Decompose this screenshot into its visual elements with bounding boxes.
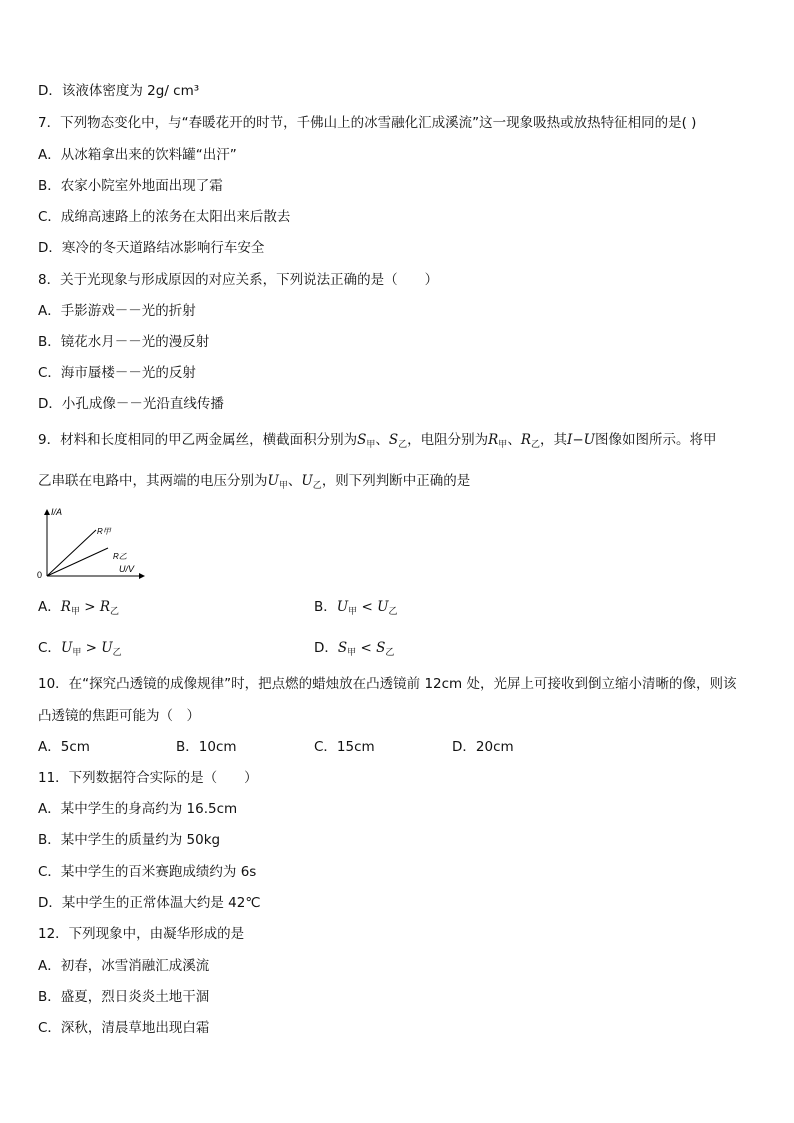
symbol-r-jia: $R_甲$ <box>488 432 508 450</box>
q7-option-b: B．农家小院室外地面出现了霜 <box>38 178 223 194</box>
symbol-s-yi: $S_乙$ <box>388 432 408 450</box>
line-r-yi <box>47 548 108 576</box>
symbol-u-jia: $U_甲$ <box>267 473 288 491</box>
q9-option-c: C．$U_甲 > U_乙$ <box>38 640 122 658</box>
symbol-u-yi: $U_乙$ <box>301 473 322 491</box>
q12-option-b: B．盛夏，烈日炎炎土地干涸 <box>38 989 210 1005</box>
symbol-i-u: I−U <box>567 432 596 448</box>
q9-option-d: D．$S_甲 < S_乙$ <box>314 640 395 658</box>
q9-option-a: A．$R_甲 > R_乙$ <box>38 599 120 617</box>
line-r-jia-label: R甲 <box>97 527 111 536</box>
q8-stem: 8．关于光现象与形成原因的对应关系，下列说法正确的是（ ） <box>38 272 439 288</box>
origin-label: 0 <box>37 570 43 580</box>
q11-option-b: B．某中学生的质量约为 50kg <box>38 832 221 848</box>
q11-option-d: D．某中学生的正常体温大约是 42℃ <box>38 895 261 911</box>
q9-stem-line2: 乙串联在电路中，其两端的电压分别为$U_甲$、$U_乙$，则下列判断中正确的是 <box>38 473 471 491</box>
q8-option-b: B．镜花水月－－光的漫反射 <box>38 334 210 350</box>
symbol-r-yi: $R_乙$ <box>520 432 540 450</box>
q8-option-c: C．海市蜃楼－－光的反射 <box>38 365 196 381</box>
line-r-yi-label: R乙 <box>113 552 127 561</box>
q7-stem: 7．下列物态变化中，与“春暖花开的时节，千佛山上的冰雪融化汇成溪流”这一现象吸热或放热特征相同的是( ) <box>38 115 697 131</box>
q10-option-b: B．10cm <box>176 739 237 755</box>
q11-option-a: A．某中学生的身高约为 16.5cm <box>38 801 238 817</box>
q6-option-d: D．该液体密度为 2g/ cm³ <box>38 83 200 99</box>
q7-option-c: C．成绵高速路上的浓务在太阳出来后散去 <box>38 209 291 225</box>
q11-option-c: C．某中学生的百米赛跑成绩约为 6s <box>38 864 257 880</box>
q11-stem: 11．下列数据符合实际的是（ ） <box>38 770 258 786</box>
q10-option-a: A．5cm <box>38 739 90 755</box>
q10-option-d: D．20cm <box>452 739 514 755</box>
q9-stem-line1: 9．材料和长度相同的甲乙两金属丝，横截面积分别为$S_甲$、$S_乙$，电阻分别为$R_甲$、$R_乙$，其I−U图像如图所示。将甲 <box>38 432 717 450</box>
line-r-jia <box>47 530 96 576</box>
symbol-s-jia: $S_甲$ <box>357 432 376 450</box>
q7-option-d: D．寒冷的冬天道路结冰影响行车安全 <box>38 240 265 256</box>
q10-option-c: C．15cm <box>314 739 375 755</box>
q9-option-b: B．$U_甲 < U_乙$ <box>314 599 398 617</box>
iu-graph <box>34 504 154 584</box>
q8-option-a: A．手影游戏－－光的折射 <box>38 303 196 319</box>
q12-option-a: A．初春，冰雪消融汇成溪流 <box>38 958 210 974</box>
y-axis-label: I/A <box>51 507 63 517</box>
x-axis-label: U/V <box>119 564 135 574</box>
q12-option-c: C．深秋，清晨草地出现白霜 <box>38 1020 210 1036</box>
q8-option-d: D．小孔成像－－光沿直线传播 <box>38 396 224 412</box>
q10-stem-line1: 10．在“探究凸透镜的成像规律”时，把点燃的蜡烛放在凸透镜前 12cm 处，光屏上可接收到倒立缩小清晰的像，则该 <box>38 676 737 692</box>
q12-stem: 12．下列现象中，由凝华形成的是 <box>38 926 245 942</box>
q7-option-a: A．从冰箱拿出来的饮料罐“出汗” <box>38 147 237 163</box>
q10-stem-line2: 凸透镜的焦距可能为（ ） <box>38 708 200 724</box>
